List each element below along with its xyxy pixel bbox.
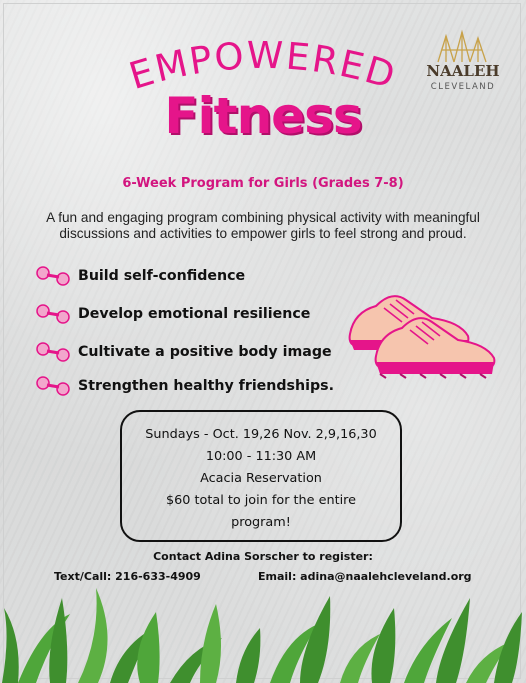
event-time: 10:00 - 11:30 AM <box>205 449 317 464</box>
list-item <box>36 302 310 326</box>
title-top-text: EMPOWERED <box>124 33 402 98</box>
dumbbell-icon <box>36 375 72 397</box>
event-dates: Sundays - Oct. 19,26 Nov. 2,9,16,30 <box>145 427 377 442</box>
benefit-text: Develop emotional resilience <box>78 306 311 322</box>
intro-paragraph: A fun and engaging program combining physical activity with meaningful discussions and activities to empower girls to feel strong and proud. <box>46 210 480 241</box>
benefit-text: Build self-confidence <box>78 268 246 284</box>
event-price: $60 total to join for the entire <box>166 493 356 508</box>
dumbbell-icon <box>36 303 72 325</box>
dumbbell-icon <box>36 341 72 363</box>
event-details-box <box>120 410 402 542</box>
title-fitness: Fitness <box>164 87 362 145</box>
benefit-text: Strengthen healthy friendships. <box>78 378 334 394</box>
event-location: Acacia Reservation <box>200 471 322 486</box>
list-item <box>36 264 245 288</box>
list-item <box>36 340 332 364</box>
logo-brand: NAALEH <box>426 62 500 80</box>
dumbbell-icon <box>36 265 72 287</box>
benefit-text: Cultivate a positive body image <box>78 344 332 360</box>
contact-email[interactable]: Email: adina@naalehcleveland.org <box>258 570 472 583</box>
logo-city: CLEVELAND <box>430 82 496 92</box>
contact-heading: Contact Adina Sorscher to register: <box>153 550 373 563</box>
sneakers-illustration <box>340 282 498 380</box>
program-subtitle: 6-Week Program for Girls (Grades 7-8) <box>122 176 404 191</box>
event-price-continued: program! <box>231 515 291 530</box>
contact-phone[interactable]: Text/Call: 216-633-4909 <box>54 570 201 583</box>
grass-leaves-decoration <box>0 578 526 683</box>
list-item <box>36 374 334 398</box>
